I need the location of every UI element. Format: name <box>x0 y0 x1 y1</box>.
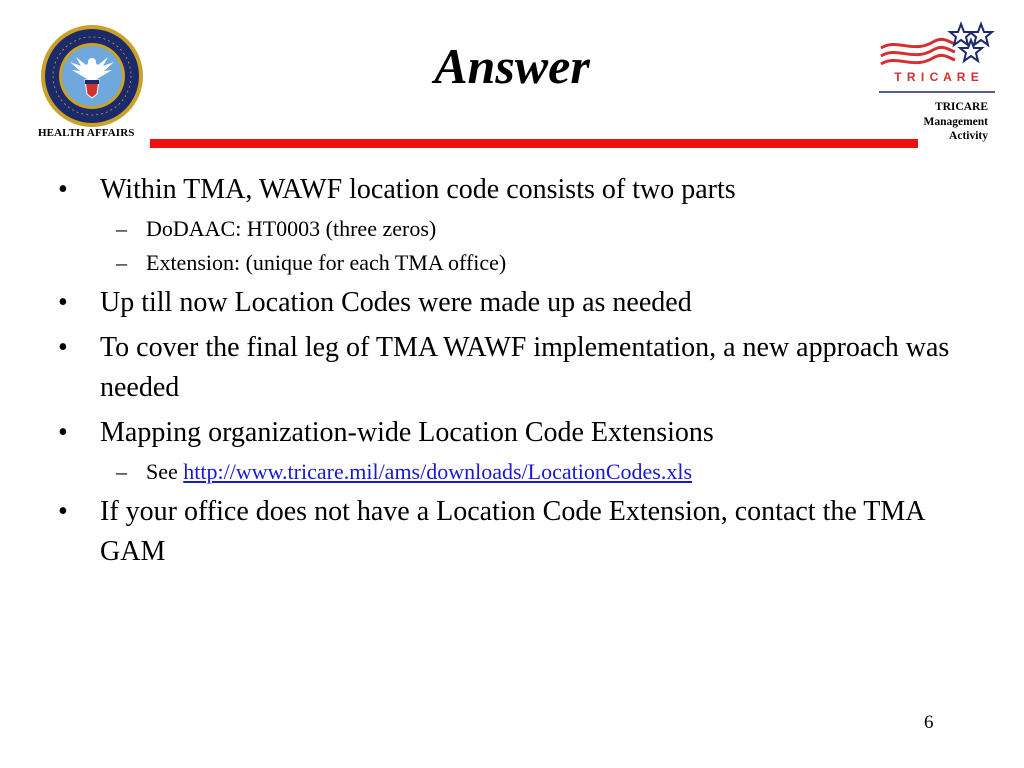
sub-bullet-mark: – <box>116 459 127 484</box>
bullet-text: Within TMA, WAWF location code consists of two parts <box>100 174 736 205</box>
bullet-text: If your office does not have a Location Code Extension, contact the TMA GAM <box>100 496 924 567</box>
tma-label-line: Management <box>923 115 988 128</box>
bullet-text: To cover the final leg of TMA WAWF implementation, a new approach was needed <box>100 332 950 403</box>
bullet-mark: • <box>58 174 68 205</box>
bullet-item <box>58 283 968 323</box>
bullet-item <box>58 328 968 408</box>
sub-bullet-mark: – <box>116 216 127 241</box>
slide-title: Answer <box>434 38 590 94</box>
bullet-mark: • <box>58 287 68 318</box>
bullet-text: Mapping organization-wide Location Code Extensions <box>100 417 714 448</box>
tma-label-line: TRICARE <box>934 101 988 113</box>
tma-label <box>923 100 988 144</box>
tma-label-line: Activity <box>949 130 988 142</box>
bullet-item <box>58 170 968 210</box>
bullet-mark: • <box>58 332 68 363</box>
sub-bullet-mark: – <box>116 250 127 275</box>
sub-bullet-text: DoDAAC: HT0003 (three zeros) <box>146 216 437 241</box>
bullet-item <box>58 413 968 453</box>
sub-bullet-item <box>58 215 968 243</box>
location-codes-link[interactable]: http://www.tricare.mil/ams/downloads/LocationCodes.xls <box>183 459 693 484</box>
tricare-wordmark: T R I C A R E <box>894 70 980 84</box>
slide-body <box>58 170 968 577</box>
header-divider <box>150 139 918 148</box>
sub-bullet-item <box>58 249 968 277</box>
sub-bullet-prefix: See <box>146 459 184 484</box>
bullet-mark: • <box>58 417 68 448</box>
bullet-mark: • <box>58 496 68 527</box>
bullet-item <box>58 492 968 572</box>
bullet-text: Up till now Location Codes were made up as needed <box>100 287 692 318</box>
sub-bullet-text: Extension: (unique for each TMA office) <box>146 250 507 275</box>
tricare-logo-icon <box>875 20 999 96</box>
sub-bullet-item <box>58 458 968 486</box>
page-number: 6 <box>924 712 934 733</box>
health-affairs-label: HEALTH AFFAIRS <box>38 127 135 139</box>
